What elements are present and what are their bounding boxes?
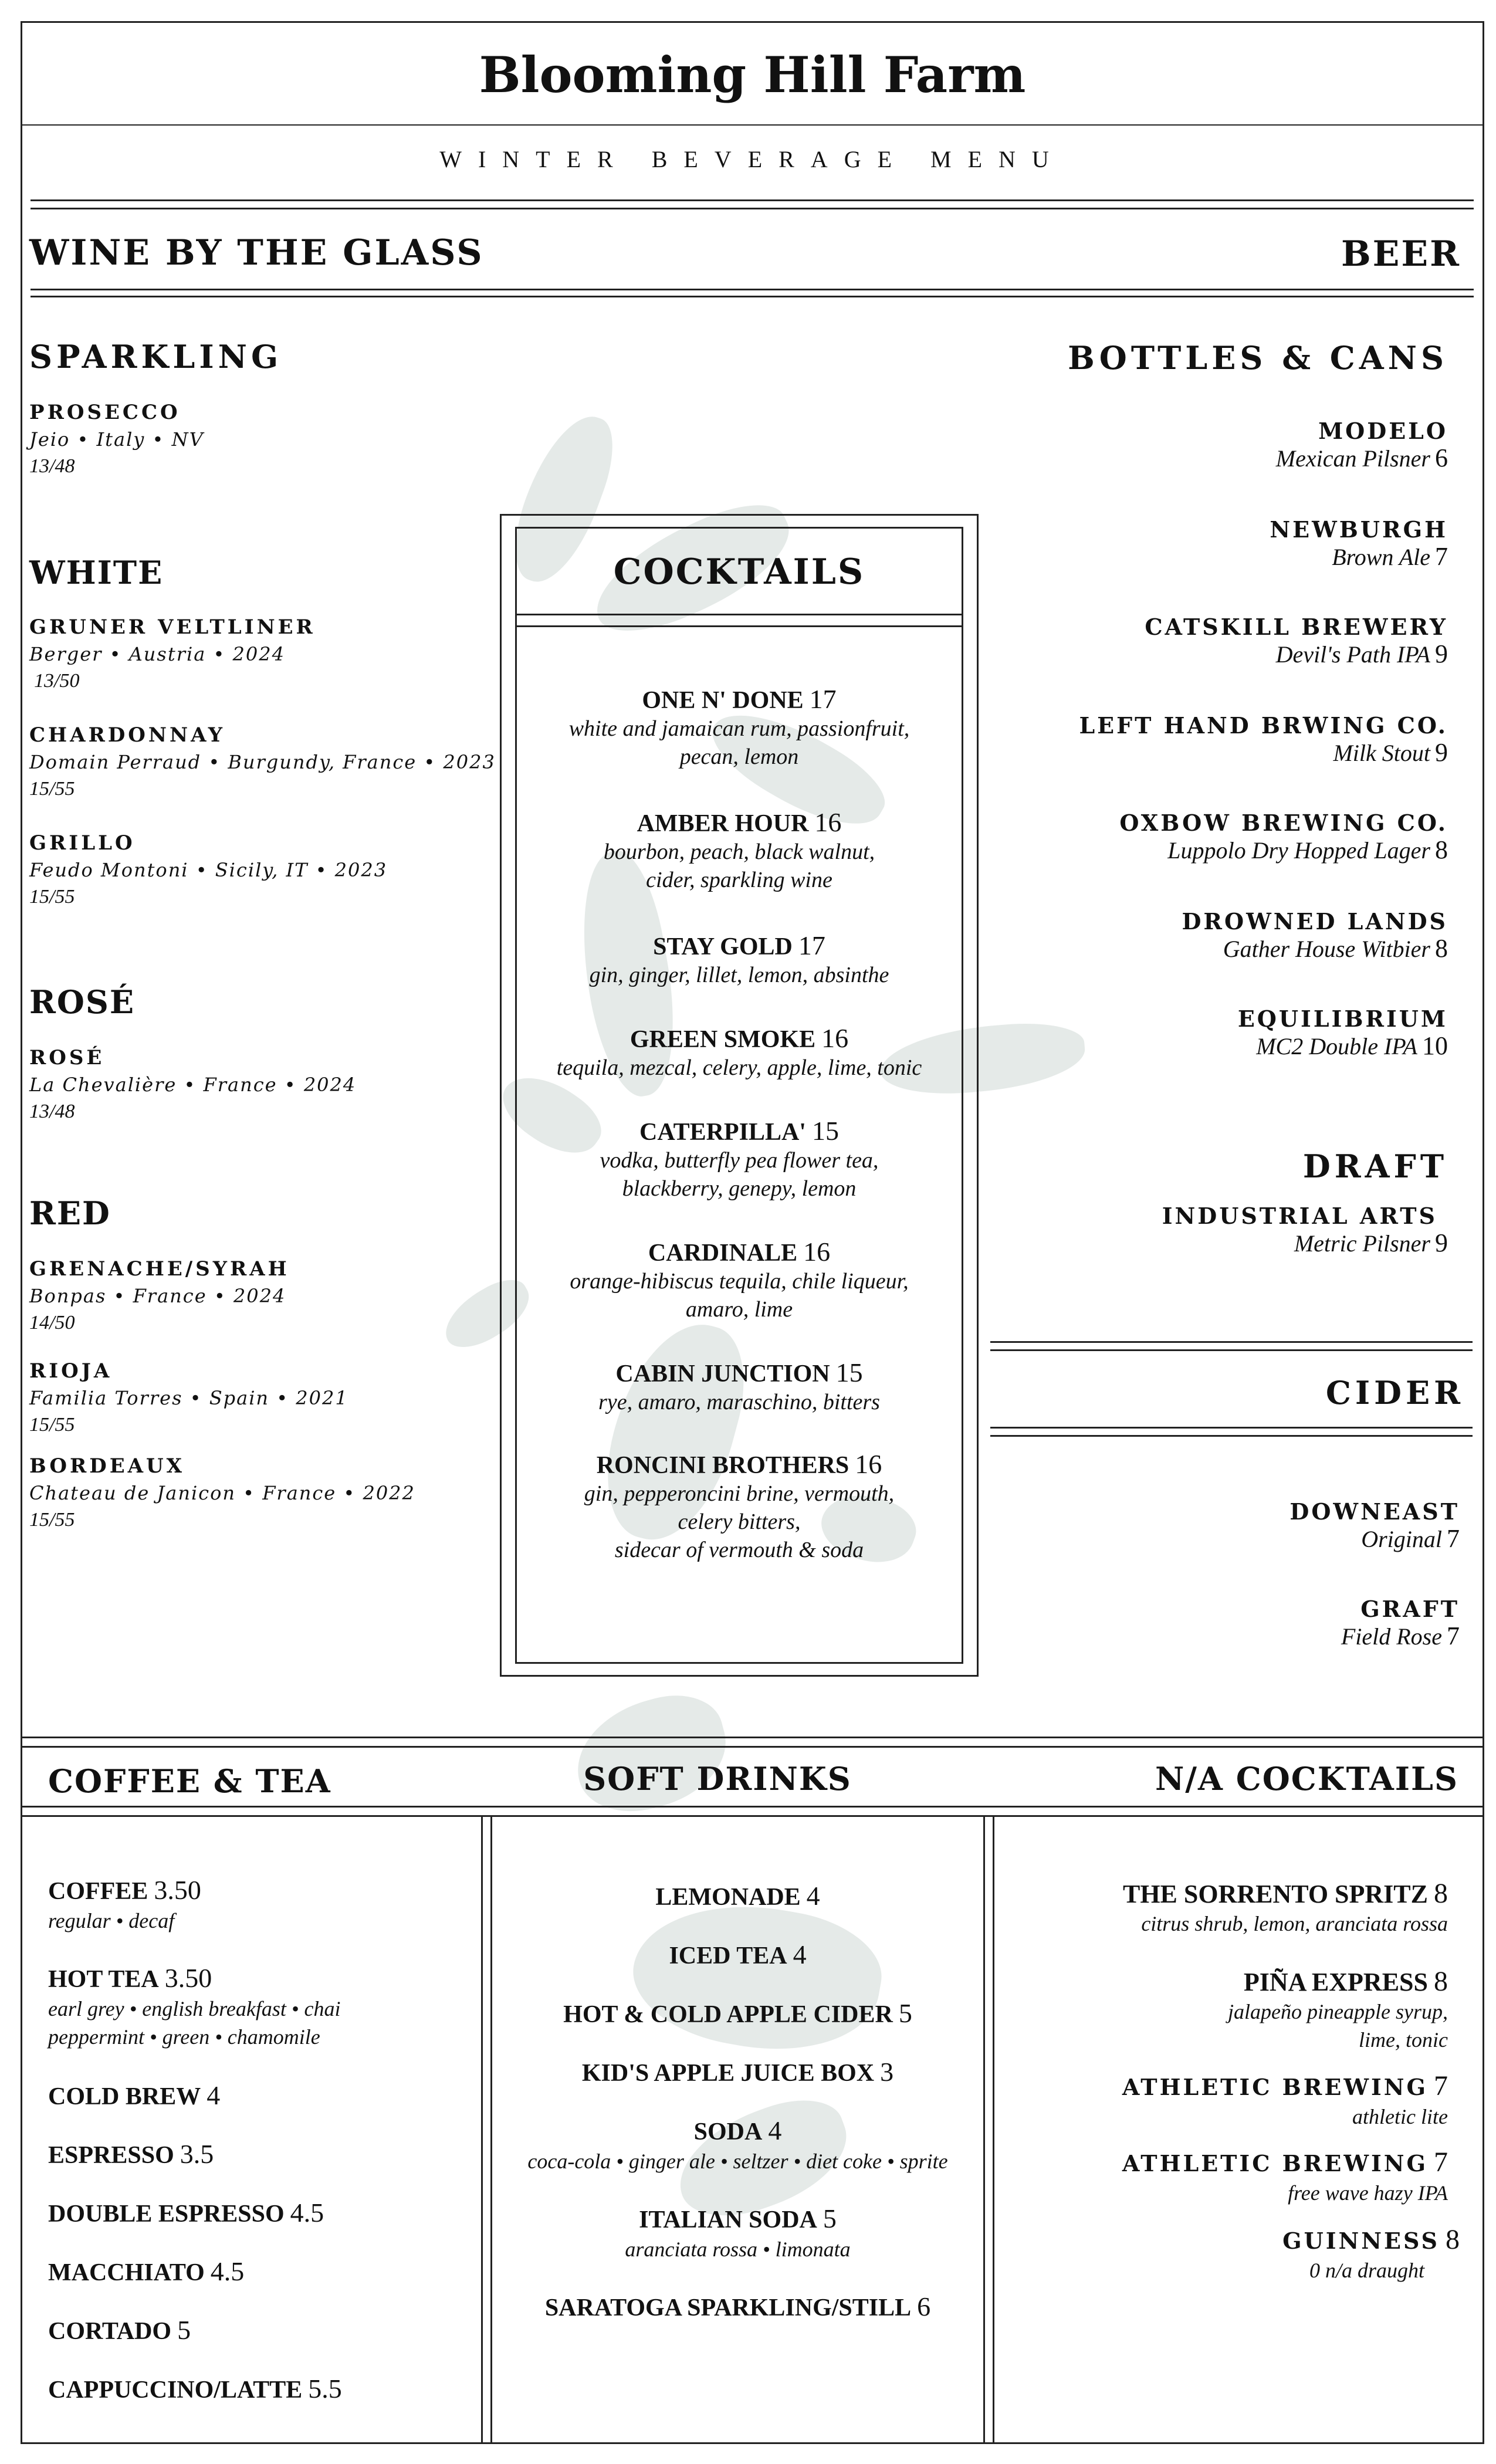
wine-group-sparkling: SPARKLING [29,338,283,375]
wine-price: 15/55 [29,778,75,800]
beer-price: 9 [1435,639,1448,668]
coffee-item [48,1875,201,1935]
na-item [1002,2225,1460,2284]
cocktail-desc: cider, sparkling wine [646,868,832,892]
cocktail-price: 17 [798,930,825,960]
soft-item [492,2057,983,2089]
wine-item [29,1358,348,1439]
coffee-heading: COFFEE & TEA [48,1762,331,1800]
cider-price: 7 [1447,1622,1460,1650]
soft-price: 4 [793,1940,807,1969]
soft-item [492,2116,983,2175]
soft-desc: aranciata rossa • limonata [625,2238,851,2261]
wine-desc: Chateau de Janicon • France • 2022 [29,1482,415,1504]
column-divider [983,1815,985,2444]
wine-item [29,399,204,480]
beer-heading: BEER [1341,233,1461,275]
cocktail-name: CARDINALE [648,1240,798,1267]
wine-name: ROSÉ [29,1046,105,1069]
cocktail-item [515,1117,963,1203]
wine-group-white: WHITE [29,554,164,591]
cocktail-price: 16 [821,1023,849,1053]
na-item [990,2147,1448,2207]
coffee-item [48,1963,340,2051]
cocktail-item [515,1024,963,1082]
bottom-rule-3 [21,1806,1484,1808]
wine-item [29,722,496,803]
soft-name: ICED TEA [669,1942,787,1969]
beer-price: 8 [1435,835,1448,864]
wine-price: 15/55 [29,1414,75,1436]
beer-price: 6 [1435,444,1448,472]
beer-price: 9 [1435,738,1448,767]
beer-price: 7 [1435,542,1448,571]
soft-desc: coca-cola • ginger ale • seltzer • diet coke • sprite [527,2150,948,2173]
beer-draft-heading: DRAFT [1302,1148,1448,1185]
cocktail-name: CATERPILLA' [639,1119,806,1146]
coffee-name: COFFEE [48,1878,148,1905]
cocktail-price: 16 [814,807,842,837]
soft-heading: SOFT DRINKS [583,1760,852,1798]
wine-name: GRILLO [29,831,136,855]
header-divider [21,124,1484,126]
coffee-name: COLD BREW [48,2083,201,2110]
wine-desc: Bonpas • France • 2024 [29,1285,286,1307]
beer-desc: Metric Pilsner [1294,1230,1430,1257]
cocktail-item [515,685,963,771]
wine-price: 13/48 [29,455,75,477]
coffee-name: ESPRESSO [48,2142,174,2169]
coffee-item [48,2139,214,2171]
cider-heading: CIDER [1325,1374,1464,1412]
beer-desc: Gather House Witbier [1223,936,1430,962]
cocktail-desc: bourbon, peach, black walnut, [603,840,875,864]
soft-name: KID'S APPLE JUICE BOX [581,2060,875,2087]
cocktail-desc: tequila, mezcal, celery, apple, lime, tonic [556,1055,922,1080]
cocktail-desc: orange-hibiscus tequila, chile liqueur, [570,1269,909,1294]
cocktail-desc: white and jamaican rum, passionfruit, [568,716,910,741]
beer-name: DROWNED LANDS [1182,908,1448,935]
wine-desc: Jeio • Italy • NV [29,428,204,451]
cider-desc: Field Rose [1341,1623,1442,1650]
beer-price: 10 [1422,1031,1448,1060]
coffee-desc: earl grey • english breakfast • chai [48,1997,341,2020]
cocktail-price: 15 [811,1116,839,1146]
coffee-name: CORTADO [48,2318,172,2345]
na-name: THE SORRENTO SPRITZ [1122,1880,1428,1908]
wine-name: GRENACHE/SYRAH [29,1257,290,1281]
coffee-price: 3.50 [154,1875,201,1905]
cocktail-price: 17 [809,684,837,714]
coffee-price: 4.5 [210,2256,245,2286]
cocktail-price: 16 [803,1237,831,1267]
na-desc: 0 n/a draught [1309,2259,1424,2282]
cocktail-desc: celery bitters, [678,1509,801,1534]
cocktail-desc: sidecar of vermouth & soda [614,1538,864,1562]
column-divider [481,1815,483,2444]
beer-name: INDUSTRIAL ARTS [1162,1203,1437,1229]
soft-item [492,2292,983,2323]
soft-item [492,2204,983,2263]
wine-item [29,830,387,911]
bottom-rule-1 [21,1737,1484,1738]
cider-item [1049,1596,1460,1650]
beer-desc: Mexican Pilsner [1275,445,1430,472]
wine-group-rose: ROSÉ [29,983,136,1021]
beer-desc: Milk Stout [1333,740,1430,766]
coffee-name: CAPPUCCINO/LATTE [48,2377,303,2404]
wine-name: RIOJA [29,1359,113,1383]
soft-item [492,1998,983,2030]
wine-group-red: RED [29,1194,111,1232]
soft-name: LEMONADE [655,1884,801,1911]
beer-price: 8 [1435,934,1448,963]
soft-price: 5 [823,2204,837,2233]
coffee-item [48,2198,324,2229]
soft-item [492,1940,983,1971]
soft-price: 4 [806,1881,820,1911]
coffee-price: 3.50 [164,1963,212,1993]
na-desc: citrus shrub, lemon, aranciata rossa [1141,1912,1448,1935]
cocktail-item [515,1238,963,1324]
cocktail-desc: gin, ginger, lillet, lemon, absinthe [589,963,889,987]
soft-price: 3 [880,2057,894,2087]
wine-price: 15/55 [29,1509,75,1531]
wine-desc: Berger • Austria • 2024 [29,643,285,665]
soft-name: SODA [693,2118,763,2145]
wine-item [29,1044,356,1125]
soft-price: 6 [917,2292,931,2321]
bottom-rule-2 [21,1746,1484,1748]
cocktail-desc: amaro, lime [685,1297,793,1322]
cocktail-name: STAY GOLD [653,933,793,960]
cider-rule-1 [990,1341,1473,1343]
cider-name: GRAFT [1360,1596,1460,1622]
cider-desc: Original [1361,1526,1442,1552]
soft-price: 5 [898,1998,912,2028]
beer-desc: Brown Ale [1332,544,1430,570]
beer-item [920,1203,1448,1257]
wine-name: BORDEAUX [29,1454,185,1478]
wine-heading: WINE BY THE GLASS [29,232,484,273]
cocktail-desc: rye, amaro, maraschino, bitters [598,1390,880,1414]
cocktails-heading: COCKTAILS [613,551,865,593]
soft-item [492,1881,983,1913]
wine-desc: La Chevalière • France • 2024 [29,1074,357,1096]
coffee-desc: regular • decaf [48,1909,175,1932]
page-subtitle: WINTER BEVERAGE MENU [439,146,1065,172]
wine-name: PROSECCO [29,401,181,424]
coffee-desc: peppermint • green • chamomile [48,2025,320,2049]
na-item [990,1967,1448,2054]
beer-item [920,712,1448,767]
soft-price: 4 [768,2116,782,2145]
beer-name: EQUILIBRIUM [1237,1006,1448,1032]
cocktail-desc: blackberry, genepy, lemon [622,1176,857,1201]
cocktails-rule-2 [515,625,963,627]
cider-price: 7 [1447,1524,1460,1553]
beer-name: MODELO [1318,418,1448,444]
beer-desc: MC2 Double IPA [1256,1033,1417,1060]
section-rule-1 [31,289,1474,290]
na-name: ATHLETIC BREWING [1122,2074,1428,2100]
na-price: 8 [1434,1878,1448,1909]
wine-price: 13/50 [34,670,80,692]
na-desc: athletic lite [1352,2105,1448,2128]
cider-name: DOWNEAST [1289,1498,1460,1525]
wine-desc: Familia Torres • Spain • 2021 [29,1387,348,1409]
soft-name: SARATOGA SPARKLING/STILL [544,2294,912,2321]
cider-rule-3 [990,1427,1473,1429]
cocktail-name: AMBER HOUR [637,810,809,837]
cocktail-name: GREEN SMOKE [629,1026,816,1053]
beer-item [920,418,1448,472]
coffee-name: MACCHIATO [48,2259,205,2286]
cocktail-item [515,1359,963,1416]
cocktail-price: 15 [835,1358,863,1387]
coffee-price: 5 [177,2315,191,2345]
coffee-price: 3.5 [180,2139,214,2169]
na-name: ATHLETIC BREWING [1122,2150,1428,2177]
cocktail-name: RONCINI BROTHERS [596,1452,849,1479]
beer-desc: Devil's Path IPA [1275,641,1430,668]
coffee-item [48,2315,191,2347]
section-rule-2 [31,296,1474,297]
beer-price: 9 [1435,1228,1448,1257]
na-price: 8 [1434,1966,1448,1997]
cider-item [1049,1498,1460,1553]
cocktail-name: CABIN JUNCTION [615,1360,830,1387]
soft-name: HOT & COLD APPLE CIDER [563,2001,893,2028]
beer-name: LEFT HAND BRWING CO. [1079,712,1448,739]
wine-price: 14/50 [29,1312,75,1333]
wine-desc: Domain Perraud • Burgundy, France • 2023 [29,751,496,773]
beer-item [920,1006,1448,1060]
cocktail-desc: gin, pepperoncini brine, vermouth, [584,1481,895,1506]
beer-bottles-heading: BOTTLES & CANS [1068,339,1448,377]
na-name: PIÑA EXPRESS [1243,1968,1428,1996]
wine-item [29,1255,290,1336]
na-item [990,2071,1448,2131]
na-price: 8 [1446,2224,1460,2255]
cider-rule-2 [990,1349,1473,1351]
coffee-price: 4.5 [290,2198,324,2228]
beer-desc: Luppolo Dry Hopped Lager [1167,837,1430,864]
wine-price: 13/48 [29,1101,75,1122]
beer-item [920,908,1448,963]
na-desc: lime, tonic [1359,2028,1448,2052]
na-item [990,1879,1448,1938]
cocktails-rule-1 [515,614,963,615]
cocktail-item [515,808,963,894]
wine-desc: Feudo Montoni • Sicily, IT • 2023 [29,859,388,881]
wine-item [29,614,316,695]
na-desc: free wave hazy IPA [1288,2181,1448,2205]
coffee-name: DOUBLE ESPRESSO [48,2201,285,2228]
wine-price: 15/55 [29,886,75,908]
top-rule-2 [31,208,1474,209]
beer-item [920,614,1448,668]
na-name: GUINNESS [1282,2228,1440,2254]
wine-name: GRUNER VELTLINER [29,615,316,639]
cocktail-price: 16 [855,1449,882,1479]
cocktail-item [515,932,963,989]
page-title: Blooming Hill Farm [479,46,1026,104]
soft-name: ITALIAN SODA [639,2206,817,2233]
cocktail-name: ONE N' DONE [642,687,804,714]
coffee-item [48,2080,220,2112]
beer-name: NEWBURGH [1270,516,1448,543]
cocktail-desc: vodka, butterfly pea flower tea, [600,1148,879,1173]
na-price: 7 [1434,2147,1448,2178]
beer-name: CATSKILL BREWERY [1145,614,1448,640]
coffee-price: 5.5 [308,2374,342,2404]
cocktail-desc: pecan, lemon [679,744,799,769]
bottom-rule-4 [21,1815,1484,1817]
coffee-item [48,2256,244,2288]
coffee-item [48,2374,342,2405]
coffee-name: HOT TEA [48,1966,159,1993]
beer-name: OXBOW BREWING CO. [1119,810,1448,836]
beer-item [920,516,1448,571]
coffee-price: 4 [207,2080,221,2110]
beer-item [920,810,1448,864]
na-desc: jalapeño pineapple syrup, [1228,2000,1448,2023]
na-price: 7 [1434,2070,1448,2101]
wine-item [29,1453,415,1534]
top-rule-1 [31,199,1474,201]
cocktail-item [515,1450,963,1564]
na-heading: N/A COCKTAILS [1155,1760,1458,1798]
wine-name: CHARDONNAY [29,723,226,747]
cider-rule-4 [990,1435,1473,1437]
